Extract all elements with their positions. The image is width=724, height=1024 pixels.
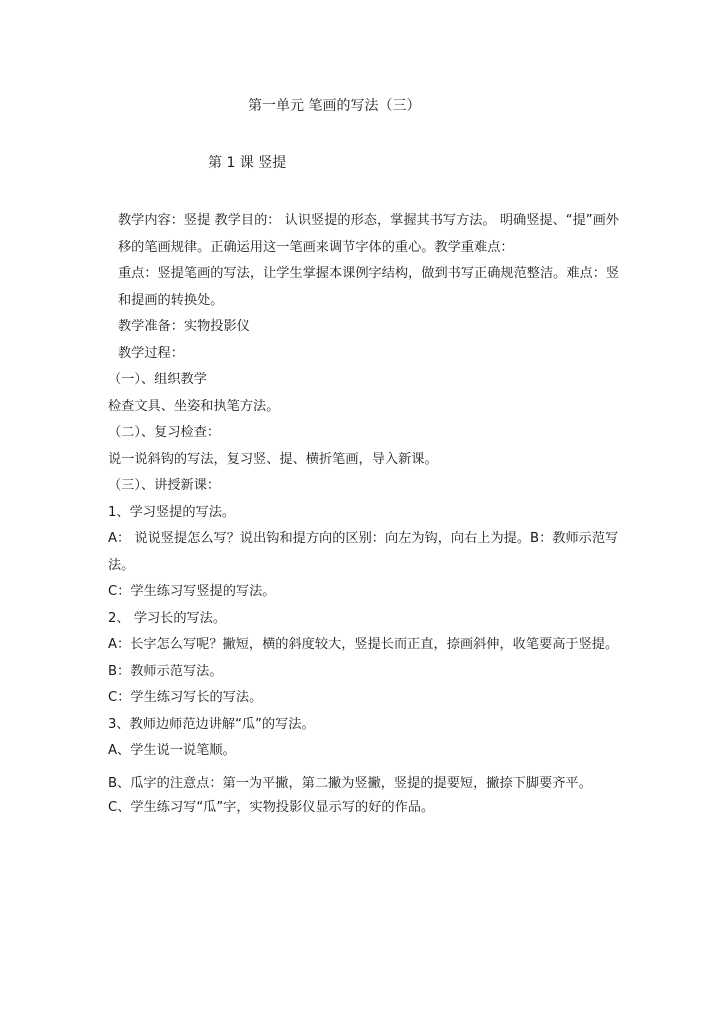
step-1-heading: 1、学习竖提的写法。	[108, 504, 236, 520]
step-3-a: A、学生说一说笔顺。	[108, 743, 236, 758]
step-2-c: C：学生练习写长的写法。	[108, 690, 263, 705]
section-heading-2: （二）、复习检查：	[108, 425, 221, 440]
paragraph-process-heading: 教学过程：	[118, 345, 184, 361]
section-heading-1: （一）、组织教学	[108, 372, 207, 387]
step-2-heading: 2、 学习长的写法。	[108, 610, 227, 626]
step-3-b: B、瓜字的注意点：第一为平撇，第二撇为竖撇，竖提的提要短，撇捺下脚要齐平。	[108, 775, 592, 791]
step-3-c: C、学生练习写“瓜”字，实物投影仪显示写的好的作品。	[108, 799, 435, 815]
step-2-b: B：教师示范写法。	[108, 663, 223, 679]
paragraph-key-points: 重点：竖提笔画的写法，让学生掌握本课例字结构，做到书写正确规范整洁。难点：竖和提画的转换处。	[118, 266, 620, 308]
paragraph-check-stationery: 检查文具、坐姿和执笔方法。	[108, 398, 280, 414]
lesson-body	[108, 208, 620, 821]
paragraph-review: 说一说斜钩的写法，复习竖、提、横折笔画，导入新课。	[108, 451, 438, 467]
step-3-heading: 3、教师边师范边讲解“瓜”的写法。	[108, 716, 315, 732]
page-title: 第一单元 笔画的写法（三）	[248, 98, 421, 114]
step-2-a: A：长字怎么写呢？撇短，横的斜度较大，竖提长而正直，捺画斜伸，收笔要高于竖提。	[108, 637, 619, 652]
step-1-a: A： 说说竖提怎么写？说出钩和提方向的区别：向左为钩，向右上为提。B：教师示范写法。	[108, 531, 619, 573]
lesson-title: 第 1 课 竖提	[208, 155, 287, 171]
paragraph-preparation: 教学准备：实物投影仪	[118, 319, 250, 334]
section-heading-3: （三）、讲授新课：	[108, 478, 221, 493]
paragraph-teaching-content: 教学内容：竖提 教学目的： 认识竖提的形态，掌握其书写方法。 明确竖提、“提”画外移的笔画规律。正确运用这一笔画来调节字体的重心。教学重难点：	[118, 213, 619, 255]
step-1-c: C：学生练习写竖提的写法。	[108, 584, 276, 599]
